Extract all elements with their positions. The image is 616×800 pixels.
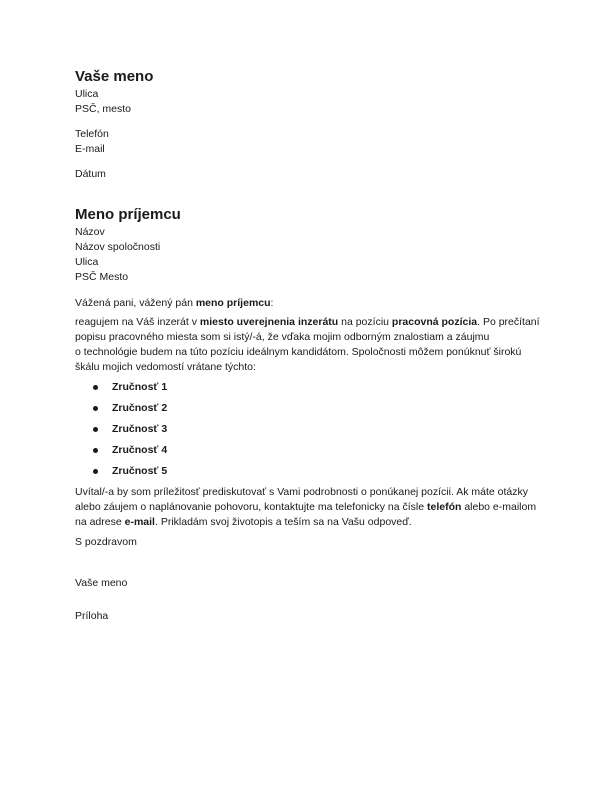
- skills-list: [75, 380, 375, 485]
- recipient-block: [75, 206, 550, 285]
- intro-line-1: reagujem na Váš inzerát v miesto uverejnenia inzerátu na pozíciu pracovná pozícia. Po prečítaní: [75, 316, 540, 328]
- sender-phone: Telefón: [75, 128, 109, 140]
- greeting-suffix: :: [270, 297, 274, 309]
- intro-line-2: popisu pracovného miesta som si istý/-á, že vďaka mojim odborným znalostiam a záujmu: [75, 331, 490, 343]
- closing-line-3: na adrese e-mail. Prikladám svoj životopis a teším sa na Vašu odpoveď.: [75, 516, 412, 528]
- bullet-icon: [93, 385, 98, 390]
- closing-line-1: Uvítal/-a by som príležitosť prediskutovať s Vami podrobnosti o ponúkanej pozícii. Ak máte otázky: [75, 486, 528, 498]
- closing-line-2: alebo záujem o naplánovanie pohovoru, kontaktujte ma telefonicky na čísle telefón alebo e-mailom: [75, 501, 537, 513]
- email-placeholder: e-mail: [124, 516, 155, 528]
- bullet-icon: [93, 448, 98, 453]
- signature-name: Vaše meno: [75, 577, 128, 589]
- sender-street: Ulica: [75, 88, 99, 100]
- greeting-prefix: Vážená pani, vážený pán: [75, 297, 196, 309]
- sender-name: Vaše meno: [75, 68, 154, 85]
- bullet-icon: [93, 427, 98, 432]
- attachment-label: Príloha: [75, 610, 109, 622]
- recipient-company: Názov spoločnosti: [75, 241, 161, 253]
- recipient-name: Meno príjemcu: [75, 206, 181, 223]
- letter-date: Dátum: [75, 168, 106, 180]
- skill-item: Zručnosť 5: [75, 464, 375, 485]
- greeting-recipient: meno príjemcu: [195, 297, 271, 309]
- bullet-icon: [93, 406, 98, 411]
- skill-item: Zručnosť 1: [75, 380, 375, 401]
- bullet-icon: [93, 469, 98, 474]
- skill-item: Zručnosť 3: [75, 422, 375, 443]
- closing-paragraph: [75, 485, 550, 530]
- ad-source-placeholder: miesto uverejnenia inzerátu: [199, 316, 339, 328]
- greeting: [75, 296, 550, 311]
- recipient-title: Názov: [75, 226, 105, 238]
- phone-placeholder: telefón: [426, 501, 462, 513]
- sender-postal-city: PSČ, mesto: [75, 103, 132, 115]
- position-placeholder: pracovná pozícia: [391, 316, 478, 328]
- recipient-postal-city: PSČ Mesto: [75, 271, 129, 283]
- recipient-street: Ulica: [75, 256, 99, 268]
- sender-block: [75, 68, 550, 182]
- intro-line-4: škálu mojich vedomostí vrátane týchto:: [75, 361, 256, 373]
- signoff: S pozdravom: [75, 536, 137, 548]
- intro-line-3: o technológie budem na túto pozíciu ideálnym kandidátom. Spoločnosti môžem ponúknuť širokú: [75, 346, 522, 358]
- skill-item: Zručnosť 2: [75, 401, 375, 422]
- intro-paragraph: [75, 315, 550, 375]
- sender-email: E-mail: [75, 143, 105, 155]
- skill-item: Zručnosť 4: [75, 443, 375, 464]
